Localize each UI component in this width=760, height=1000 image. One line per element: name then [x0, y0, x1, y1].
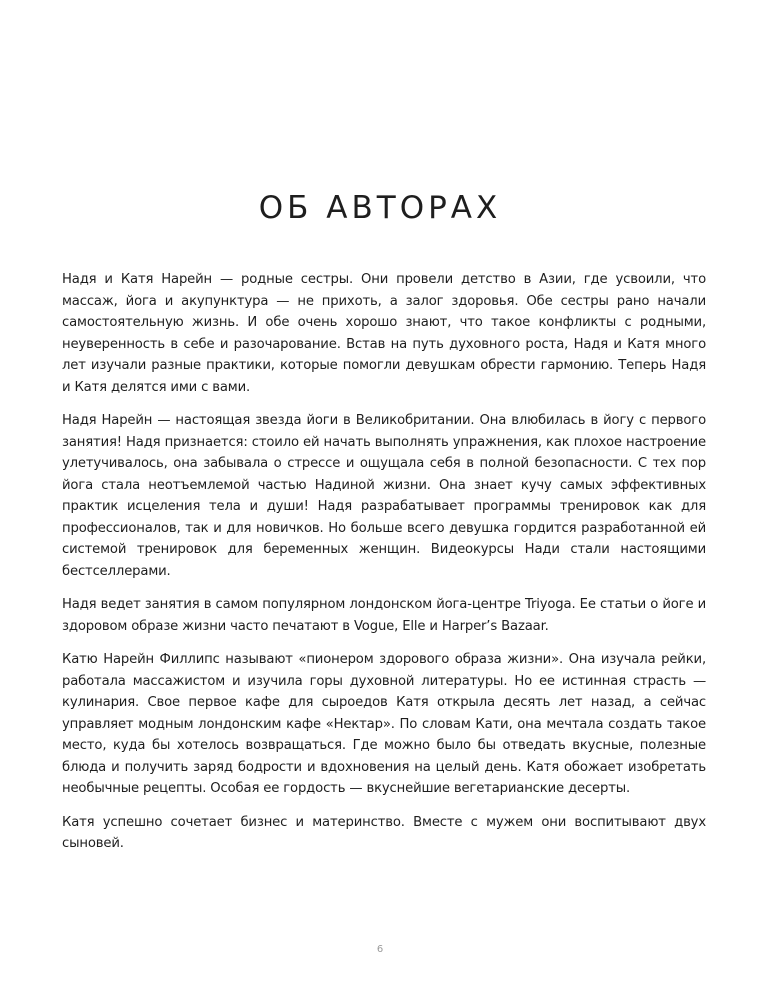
page-title: ОБ АВТОРАХ	[258, 190, 502, 226]
paragraph-sisters-intro: Надя и Катя Нарейн — родные сестры. Они провели детство в Азии, где усвоили, что массаж, йога и акупунктура — не прихоть, а залог здоровья. Обе сестры рано начали самостоятельную жизнь. И обе очень хорошо знают, что такое конфликты с родными, неуверенность в себе и разочарование. Встав на путь духовного роста, Надя и Катя много лет изучали разные практики, которые помогли девушкам обрести гармонию. Теперь Надя и Катя делятся ими с вами.	[62, 272, 706, 395]
paragraph-nadia: Надя Нарейн — настоящая звезда йоги в Великобритании. Она влюбилась в йогу с первого занятия! Надя признается: стоило ей начать выполнять упражнения, как плохое настроение улетучивалось, она забывала о стрессе и ощущала себя в полной безопасности. С тех пор йога стала неотъемлемой частью Надиной жизни. Она знает кучу самых эффективных практик исцеления тела и души! Надя разрабатывает программы тренировок как для профессионалов, так и для новичков. Но больше всего девушка гордится разработанной ей системой тренировок для беременных женщин. Видеокурсы Нади стали настоящими бестселлерами.	[62, 413, 706, 579]
body-text	[62, 269, 706, 867]
paragraph-katya-family: Катя успешно сочетает бизнес и материнство. Вместе с мужем они воспитывают двух сыновей.	[62, 814, 706, 851]
paragraph-nadia-triyoga: Надя ведет занятия в самом популярном лондонском йога-центре Triyoga. Ее статьи о йоге и здоровом образе жизни часто печатают в Vogue, Elle и Harper’s Bazaar.	[62, 597, 706, 634]
paragraph-katya: Катю Нарейн Филлипс называют «пионером здорового образа жизни». Она изучала рейки, работала массажистом и изучила горы духовной литературы. Но ее истинная страсть — кулинария. Свое первое кафе для сыроедов Катя открыла десять лет назад, а сейчас управляет модным лондонским кафе «Нектар». По словам Кати, она мечтала создать такое место, куда бы хотелось возвращаться. Где можно было бы отведать вкусные, полезные блюда и получить заряд бодрости и вдохновения на целый день. Катя обожает изобретать необычные рецепты. Особая ее гордость — вкуснейшие вегетарианские десерты.	[62, 652, 706, 796]
page-number: 6	[376, 944, 384, 955]
